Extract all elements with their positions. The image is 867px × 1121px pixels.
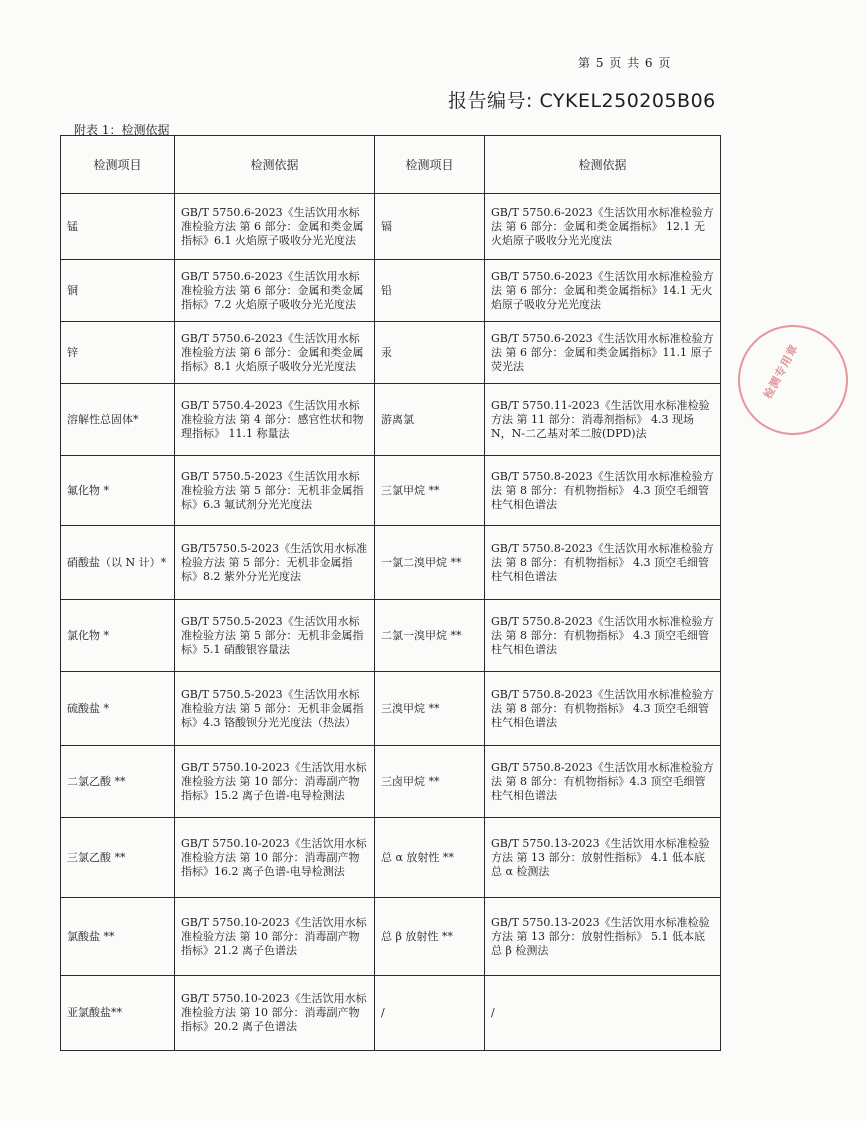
item-name: 汞 xyxy=(375,322,485,384)
item-basis: GB/T 5750.11-2023《生活饮用水标准检验方法 第 11 部分：消毒剂指标》 4.3 现场 N，N-二乙基对苯二胺(DPD)法 xyxy=(485,384,721,456)
item-basis: GB/T 5750.13-2023《生活饮用水标准检验方法 第 13 部分：放射性指标》 5.1 低本底总 β 检测法 xyxy=(485,898,721,976)
table-row xyxy=(61,976,721,1051)
item-name: 硫酸盐 * xyxy=(61,672,175,746)
item-name: 三氯乙酸 ** xyxy=(61,818,175,898)
item-name: 三氯甲烷 ** xyxy=(375,456,485,526)
item-basis: GB/T5750.5-2023《生活饮用水标准检验方法 第 5 部分：无机非金属指标》8.2 紫外分光光度法 xyxy=(175,526,375,600)
table-row xyxy=(61,672,721,746)
item-basis: GB/T 5750.6-2023《生活饮用水标准检验方法 第 6 部分：金属和类金属指标》6.1 火焰原子吸收分光光度法 xyxy=(175,194,375,260)
item-basis: GB/T 5750.10-2023《生活饮用水标准检验方法 第 10 部分：消毒副产物指标》15.2 离子色谱-电导检测法 xyxy=(175,746,375,818)
item-basis: GB/T 5750.8-2023《生活饮用水标准检验方法 第 8 部分：有机物指标》 4.3 顶空毛细管柱气相色谱法 xyxy=(485,456,721,526)
item-basis: GB/T 5750.4-2023《生活饮用水标准检验方法 第 4 部分：感官性状和物理指标》 11.1 称量法 xyxy=(175,384,375,456)
item-name: / xyxy=(375,976,485,1051)
item-name: 三卤甲烷 ** xyxy=(375,746,485,818)
item-name: 溶解性总固体* xyxy=(61,384,175,456)
item-basis: GB/T 5750.6-2023《生活饮用水标准检验方法 第 6 部分：金属和类金属指标》11.1 原子荧光法 xyxy=(485,322,721,384)
item-name: 氯酸盐 ** xyxy=(61,898,175,976)
seal-text: 检测专用章 xyxy=(761,341,801,401)
item-name: 硝酸盐（以 N 计）* xyxy=(61,526,175,600)
test-basis-table xyxy=(60,135,721,1051)
page-number: 第 5 页 共 6 页 xyxy=(578,56,672,70)
table-row xyxy=(61,526,721,600)
header-basis-1: 检测依据 xyxy=(175,136,375,194)
item-basis: GB/T 5750.5-2023《生活饮用水标准检验方法 第 5 部分：无机非金属指标》6.3 氟试剂分光光度法 xyxy=(175,456,375,526)
item-name: 总 α 放射性 ** xyxy=(375,818,485,898)
table-row xyxy=(61,322,721,384)
table-row xyxy=(61,260,721,322)
item-basis: GB/T 5750.6-2023《生活饮用水标准检验方法 第 6 部分：金属和类金属指标》8.1 火焰原子吸收分光光度法 xyxy=(175,322,375,384)
item-name: 铜 xyxy=(61,260,175,322)
item-basis: GB/T 5750.10-2023《生活饮用水标准检验方法 第 10 部分：消毒副产物指标》16.2 离子色谱-电导检测法 xyxy=(175,818,375,898)
item-name: 铅 xyxy=(375,260,485,322)
header-item-1: 检测项目 xyxy=(61,136,175,194)
item-name: 二氯一溴甲烷 ** xyxy=(375,600,485,672)
table-row xyxy=(61,194,721,260)
item-name: 亚氯酸盐** xyxy=(61,976,175,1051)
header-basis-2: 检测依据 xyxy=(485,136,721,194)
table-row xyxy=(61,600,721,672)
item-basis: GB/T 5750.8-2023《生活饮用水标准检验方法 第 8 部分：有机物指标》 4.3 顶空毛细管柱气相色谱法 xyxy=(485,600,721,672)
table-row xyxy=(61,456,721,526)
table-row xyxy=(61,818,721,898)
item-basis: GB/T 5750.8-2023《生活饮用水标准检验方法 第 8 部分：有机物指标》4.3 顶空毛细管柱气相色谱法 xyxy=(485,746,721,818)
item-basis: GB/T 5750.10-2023《生活饮用水标准检验方法 第 10 部分：消毒副产物指标》20.2 离子色谱法 xyxy=(175,976,375,1051)
table-row xyxy=(61,384,721,456)
report-number: 报告编号: CYKEL250205B06 xyxy=(448,90,716,112)
item-name: 锰 xyxy=(61,194,175,260)
item-name: 镉 xyxy=(375,194,485,260)
item-basis: GB/T 5750.5-2023《生活饮用水标准检验方法 第 5 部分：无机非金属指标》4.3 铬酸钡分光光度法（热法） xyxy=(175,672,375,746)
item-basis: GB/T 5750.5-2023《生活饮用水标准检验方法 第 5 部分：无机非金属指标》5.1 硝酸银容量法 xyxy=(175,600,375,672)
item-basis: / xyxy=(485,976,721,1051)
header-item-2: 检测项目 xyxy=(375,136,485,194)
item-name: 三溴甲烷 ** xyxy=(375,672,485,746)
item-name: 二氯乙酸 ** xyxy=(61,746,175,818)
item-basis: GB/T 5750.6-2023《生活饮用水标准检验方法 第 6 部分：金属和类金属指标》14.1 无火焰原子吸收分光光度法 xyxy=(485,260,721,322)
item-basis: GB/T 5750.10-2023《生活饮用水标准检验方法 第 10 部分：消毒副产物指标》21.2 离子色谱法 xyxy=(175,898,375,976)
official-seal-stamp xyxy=(719,306,867,455)
item-name: 氯化物 * xyxy=(61,600,175,672)
item-name: 总 β 放射性 ** xyxy=(375,898,485,976)
table-header-row xyxy=(61,136,721,194)
item-basis: GB/T 5750.8-2023《生活饮用水标准检验方法 第 8 部分：有机物指标》 4.3 顶空毛细管柱气相色谱法 xyxy=(485,672,721,746)
item-basis: GB/T 5750.13-2023《生活饮用水标准检验方法 第 13 部分：放射性指标》 4.1 低本底总 α 检测法 xyxy=(485,818,721,898)
item-name: 锌 xyxy=(61,322,175,384)
item-basis: GB/T 5750.6-2023《生活饮用水标准检验方法 第 6 部分：金属和类金属指标》 12.1 无火焰原子吸收分光光度法 xyxy=(485,194,721,260)
table-row xyxy=(61,746,721,818)
item-basis: GB/T 5750.6-2023《生活饮用水标准检验方法 第 6 部分：金属和类金属指标》7.2 火焰原子吸收分光光度法 xyxy=(175,260,375,322)
item-name: 一氯二溴甲烷 ** xyxy=(375,526,485,600)
table-caption: 附表 1：检测依据 xyxy=(74,123,170,137)
item-basis: GB/T 5750.8-2023《生活饮用水标准检验方法 第 8 部分：有机物指标》 4.3 顶空毛细管柱气相色谱法 xyxy=(485,526,721,600)
item-name: 游离氯 xyxy=(375,384,485,456)
table-row xyxy=(61,898,721,976)
item-name: 氟化物 * xyxy=(61,456,175,526)
